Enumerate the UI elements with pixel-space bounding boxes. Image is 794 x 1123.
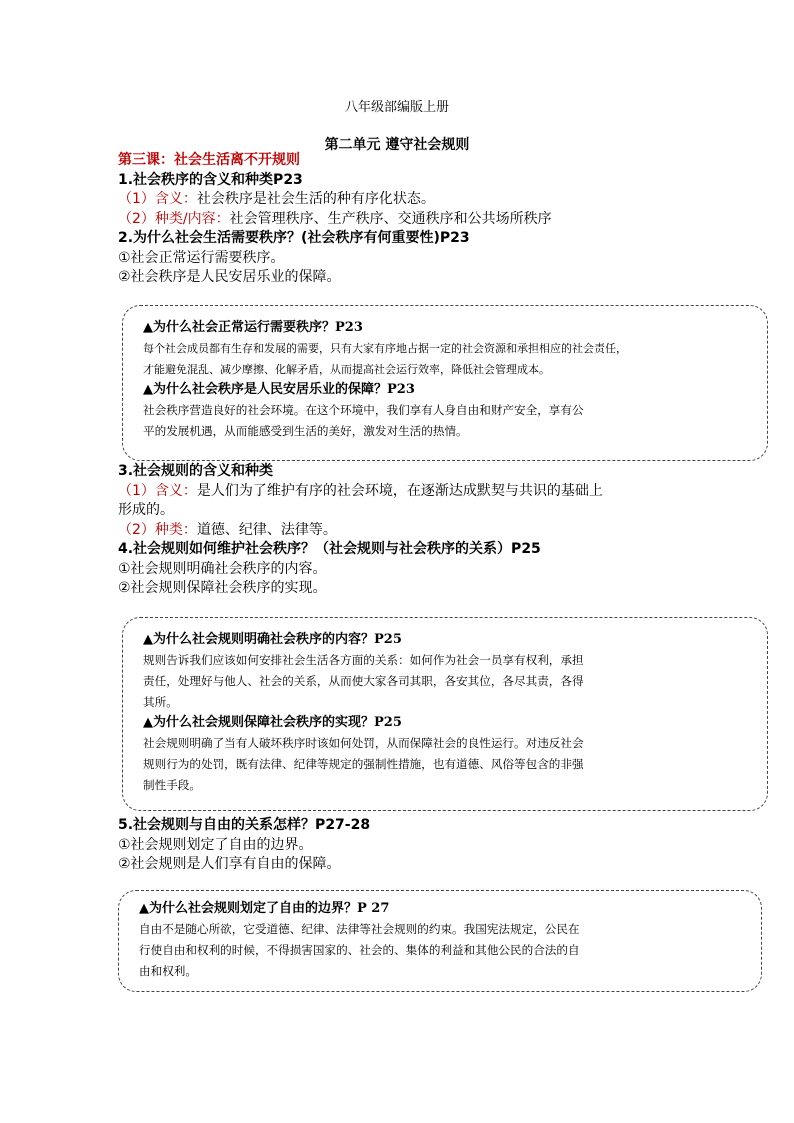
section-content-middle [118, 462, 678, 599]
section-5-point-1: ①社会规则划定了自由的边界。 [118, 836, 313, 853]
kinds-text: 社会管理秩序、生产秩序、交通秩序和公共场所秩序 [229, 210, 552, 227]
kinds-label: （2）种类/内容： [118, 210, 230, 227]
note-question: ▲为什么社会秩序是人民安居乐业的保障？P23 [143, 382, 415, 397]
note-answer-line: 社会秩序营造良好的社会环境。在这个环境中，我们享有人身自由和财产安全，享有公 [143, 403, 584, 417]
note-question: ▲为什么社会正常运行需要秩序？P23 [143, 320, 363, 335]
note-question: ▲为什么社会规则明确社会秩序的内容？P25 [143, 632, 402, 647]
section-3-definition [118, 482, 678, 502]
grade-heading: 八年级部编版上册 [344, 100, 449, 115]
section-2-title: 2.为什么社会生活需要秩序？(社会秩序有何重要性)P23 [118, 230, 470, 246]
note-answer-line: 规则告诉我们应该如何安排社会生活各方面的关系：如何作为社会一员享有权利，承担 [143, 653, 584, 667]
section-4-point-1: ①社会规则明确社会秩序的内容。 [118, 560, 327, 577]
note-question: ▲为什么社会规则划定了自由的边界？P 27 [139, 901, 390, 916]
note-answer-line: 由和权利。 [139, 964, 197, 978]
kinds-label: （2）种类： [118, 521, 197, 538]
section-3-definition-cont: 形成的。 [118, 502, 174, 518]
definition-label: （1）含义： [118, 482, 197, 499]
section-3-title: 3.社会规则的含义和种类 [118, 463, 274, 479]
note-answer-line: 自由不是随心所欲，它受道德、纪律、法律等社会规则的约束。我国宪法规定，公民在 [139, 922, 580, 936]
section-1-kinds [118, 210, 678, 230]
note-box-1 [122, 305, 768, 461]
note-answer-line: 每个社会成员都有生存和发展的需要，只有大家有序地占据一定的社会资源和承担相应的社会责任， [143, 342, 627, 355]
lesson-title: 第三课：社会生活离不开规则 [118, 152, 300, 168]
section-content-top [118, 151, 678, 288]
section-1-title: 1.社会秩序的含义和种类P23 [118, 171, 303, 188]
note-answer-line: 制性手段。 [143, 778, 201, 792]
kinds-text: 道德、纪律、法律等。 [196, 521, 337, 538]
section-4-title: 4.社会规则如何维护社会秩序？（社会规则与社会秩序的关系）P25 [118, 541, 541, 557]
section-content-bottom [118, 816, 678, 875]
definition-text: 社会秩序是社会生活的种有序化状态。 [196, 191, 435, 207]
definition-label: （1）含义： [118, 191, 197, 207]
note-question: ▲为什么社会规则保障社会秩序的实现？P25 [143, 715, 402, 730]
note-answer-line: 责任，处理好与他人、社会的关系，从而使大家各司其职，各安其位，各尽其责，各得 [143, 674, 584, 688]
note-box-2 [122, 617, 768, 811]
note-answer-line: 其所。 [143, 695, 178, 709]
note-answer-line: 才能避免混乱、减少摩擦、化解矛盾，从而提高社会运行效率，降低社会管理成本。 [143, 363, 550, 376]
section-1-definition [118, 190, 678, 210]
note-answer-line: 社会规则明确了当有人破坏秩序时该如何处罚，从而保障社会的良性运行。对违反社会 [143, 736, 584, 750]
note-box-3 [118, 890, 762, 992]
note-answer-line: 平的发展机遇，从而能感受到生活的美好，激发对生活的热情。 [143, 424, 468, 438]
section-2-point-2: ②社会秩序是人民安居乐业的保障。 [118, 269, 341, 285]
section-3-kinds [118, 521, 678, 541]
unit-title: 第二单元 遵守社会规则 [324, 137, 470, 153]
note-answer-line: 规则行为的处罚，既有法律、纪律等规定的强制性措施，也有道德、风俗等包含的非强 [143, 757, 584, 771]
section-5-point-2: ②社会规则是人们享有自由的保障。 [118, 856, 341, 872]
section-4-point-2: ②社会规则保障社会秩序的实现。 [118, 580, 327, 596]
definition-text: 是人们为了维护有序的社会环境，在逐渐达成默契与共识的基础上 [196, 482, 603, 499]
section-2-point-1: ①社会正常运行需要秩序。 [118, 249, 285, 266]
note-answer-line: 行使自由和权利的时候，不得损害国家的、社会的、集体的利益和其他公民的合法的自 [139, 943, 580, 957]
section-5-title: 5.社会规则与自由的关系怎样？P27-28 [118, 817, 371, 833]
